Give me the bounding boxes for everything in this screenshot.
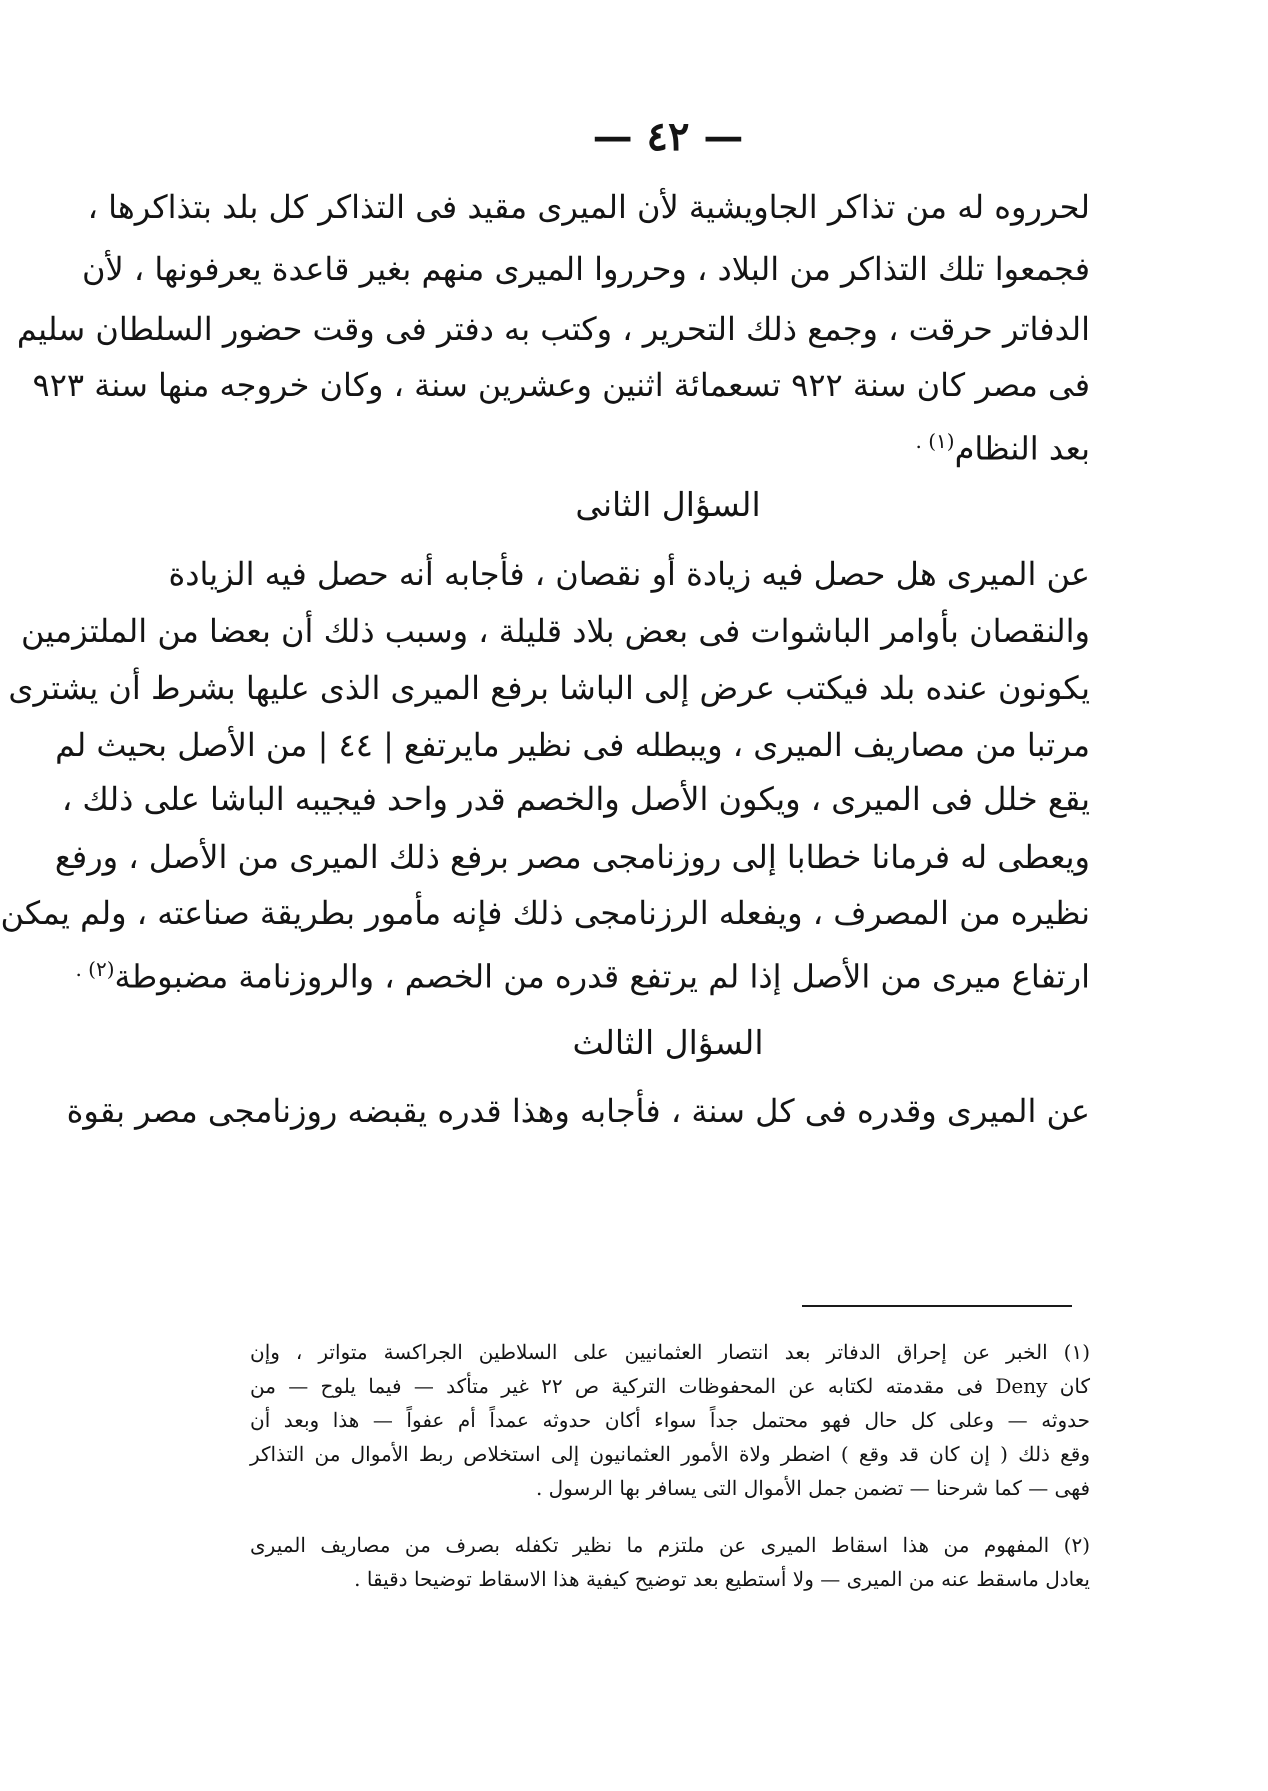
body-line: عن الميرى هل حصل فيه زيادة أو نقصان ، فأجابه أنه حصل فيه الزيادة bbox=[168, 555, 1090, 593]
body-line: لحرروه له من تذاكر الجاويشية لأن الميرى مقيد فى التذاكر كل بلد بتذاكرها ، bbox=[87, 188, 1090, 226]
footnote-ref-1: (١) . bbox=[915, 429, 955, 453]
footnote-line: حدوثه — وعلى كل حال فهو محتمل جداً سواء أكان حدوثه عمداً أم عفواً — هذا وبعد أن bbox=[250, 1408, 1090, 1432]
footnote-line: (٢) المفهوم من هذا اسقاط الميرى عن ملتزم ما نظير تكفله بصرف من مصاريف الميرى bbox=[250, 1533, 1090, 1557]
page-number: — ٤٢ — bbox=[592, 113, 744, 160]
body-line: يكونون عنده بلد فيكتب عرض إلى الباشا برفع الميرى الذى عليها بشرط أن يشترى bbox=[8, 669, 1090, 707]
section-heading-q3: السؤال الثالث bbox=[572, 1023, 764, 1062]
footnote-line: يعادل ماسقط عنه من الميرى — ولا أستطيع بعد توضيح كيفية هذا الاسقاط توضيحا دقيقا . bbox=[354, 1567, 1090, 1591]
body-line: والنقصان بأوامر الباشوات فى بعض بلاد قليلة ، وسبب ذلك أن بعضا من الملتزمين bbox=[20, 612, 1090, 650]
body-line: عن الميرى وقدره فى كل سنة ، فأجابه وهذا قدره يقبضه روزنامجى مصر بقوة bbox=[66, 1092, 1090, 1130]
body-line: مرتبا من مصاريف الميرى ، ويبطله فى نظير مايرتفع | ٤٤ | من الأصل بحيث لم bbox=[55, 726, 1090, 764]
footnote-line: فهى — كما شرحنا — تضمن جمل الأموال التى يسافر بها الرسول . bbox=[535, 1476, 1090, 1500]
footnote-separator bbox=[802, 1305, 1072, 1307]
body-line bbox=[250, 412, 1090, 470]
body-line: الدفاتر حرقت ، وجمع ذلك التحرير ، وكتب به دفتر فى وقت حضور السلطان سليم bbox=[16, 310, 1090, 348]
footnote-line: كان Deny فى مقدمته لكتابه عن المحفوظات التركية ص ٢٢ غير متأكد — فيما يلوح — من bbox=[250, 1374, 1090, 1398]
body-line: نظيره من المصرف ، ويفعله الرزنامجى ذلك فإنه مأمور بطريقة صناعته ، ولم يمكن bbox=[0, 894, 1090, 932]
body-line-text: ارتفاع ميرى من الأصل إذا لم يرتفع قدره من الخصم ، والروزنامة مضبوطة bbox=[114, 957, 1090, 996]
footnote-line: (١) الخبر عن إحراق الدفاتر بعد انتصار العثمانيين على السلاطين الجراكسة متواتر ، وإن bbox=[250, 1340, 1090, 1364]
body-line: فجمعوا تلك التذاكر من البلاد ، وحرروا الميرى منهم بغير قاعدة يعرفونها ، لأن bbox=[81, 250, 1090, 288]
section-heading-q2: السؤال الثانى bbox=[575, 485, 761, 524]
body-line: يقع خلل فى الميرى ، ويكون الأصل والخصم قدر واحد فيجيبه الباشا على ذلك ، bbox=[61, 780, 1090, 818]
body-line-text: بعد النظام bbox=[954, 429, 1090, 468]
body-line: فى مصر كان سنة ٩٢٢ تسعمائة اثنين وعشرين سنة ، وكان خروجه منها سنة ٩٢٣ bbox=[32, 366, 1090, 404]
body-line: ويعطى له فرمانا خطابا إلى روزنامجى مصر برفع ذلك الميرى من الأصل ، ورفع bbox=[54, 838, 1090, 876]
body-line bbox=[75, 940, 1090, 998]
footnote-line: وقع ذلك ( إن كان قد وقع ) اضطر ولاة الأمور العثمانيون إلى استخلاص ربط الأموال من التذاكر bbox=[250, 1442, 1090, 1466]
footnote-ref-2: (٢) . bbox=[75, 957, 115, 981]
